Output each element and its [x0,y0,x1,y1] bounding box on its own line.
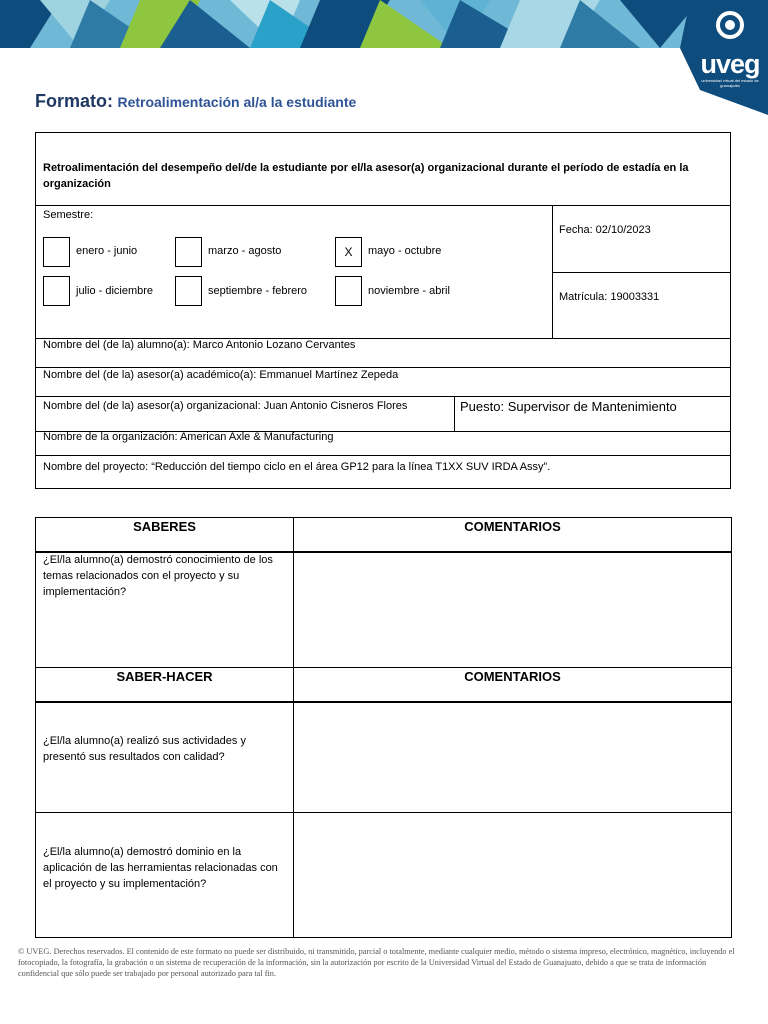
saberes-question: ¿El/la alumno(a) demostró conocimiento de los temas relacionados con el proyecto y su implementación? [43,554,273,598]
divider [36,396,730,397]
semestre-label: Semestre: [43,209,94,221]
copyright-footer: © UVEG. Derechos reservados. El contenido de este formato no puede ser distribuido, ni transmitido, parcial o totalmente, mediante cualquier medio, método o sistema impreso, electrónico, magnético, incluyendo el fotocopiado, la fotografía, la grabación o un sistema de recuperación de la información, sin la autorización por escrito de la Universidad Virtual del Estado de Guanajuato, debido a que se trata de información confidencial que sólo puede ser trabajado por personal autorizado para tal fin. [18,947,735,978]
option-label: julio - diciembre [76,285,154,297]
checkbox-marzo-agosto[interactable] [175,237,202,267]
checkbox-mayo-octubre[interactable]: X [335,237,362,267]
divider [36,205,730,206]
form-heading: Retroalimentación del desempeño del/de la estudiante por el/la asesor(a) organizacional durante el período de estadía en la organización [43,162,689,190]
proyecto-field: Nombre del proyecto: “Reducción del tiempo ciclo en el área GP12 para la línea T1XX SUV IRDA Assy”. [43,461,551,473]
comentarios-header: COMENTARIOS [464,669,561,684]
saber-hacer-comment-cell[interactable] [294,703,731,811]
page-title-rest: Retroalimentación al/a la estudiante [117,94,357,110]
asesor-organizacional-field: Nombre del (de la) asesor(a) organizacional: Juan Antonio Cisneros Flores [43,400,408,412]
puesto-field: Puesto: Supervisor de Mantenimiento [460,399,677,414]
divider [36,367,730,368]
comentarios-header: COMENTARIOS [464,519,561,534]
divider [36,812,731,813]
evaluation-table [35,517,732,938]
logo-wordmark: uveg [700,49,760,79]
saberes-header: SABERES [133,519,196,534]
uveg-logo [698,10,762,88]
option-label: septiembre - febrero [208,285,308,297]
logo-swirl-icon [713,10,747,40]
checkbox-julio-diciembre[interactable] [43,276,70,306]
divider [36,455,730,456]
page-title [35,91,356,112]
alumno-field: Nombre del (de la) alumno(a): Marco Antonio Lozano Cervantes [43,339,356,351]
logo-subtitle: universidad virtual del estado de guanajuato [701,78,759,88]
saber-hacer-question: ¿El/la alumno(a) demostró dominio en la aplicación de las herramientas relacionadas con el proyecto y su implementación? [43,846,278,890]
option-label: enero - junio [76,245,138,257]
checkbox-enero-junio[interactable] [43,237,70,267]
divider [552,272,730,273]
checkbox-noviembre-abril[interactable] [335,276,362,306]
student-info-form [35,132,731,489]
matricula-field: Matrícula: 19003331 [559,291,660,303]
divider [454,396,455,431]
saber-hacer-header: SABER-HACER [116,669,213,684]
saber-hacer-comment-cell[interactable] [294,814,731,937]
divider [36,667,731,668]
organizacion-field: Nombre de la organización: American Axle & Manufacturing [43,431,334,443]
page-title-lead: Formato: [35,91,113,111]
option-label: noviembre - abril [368,285,450,297]
option-label: mayo - octubre [368,245,442,257]
saberes-comment-cell[interactable] [294,553,731,667]
saber-hacer-question: ¿El/la alumno(a) realizó sus actividades y presentó sus resultados con calidad? [43,735,246,763]
asesor-academico-field: Nombre del (de la) asesor(a) académico(a): Emmanuel Martínez Zepeda [43,369,399,381]
option-label: marzo - agosto [208,245,282,257]
checkbox-septiembre-febrero[interactable] [175,276,202,306]
fecha-field: Fecha: 02/10/2023 [559,224,651,236]
